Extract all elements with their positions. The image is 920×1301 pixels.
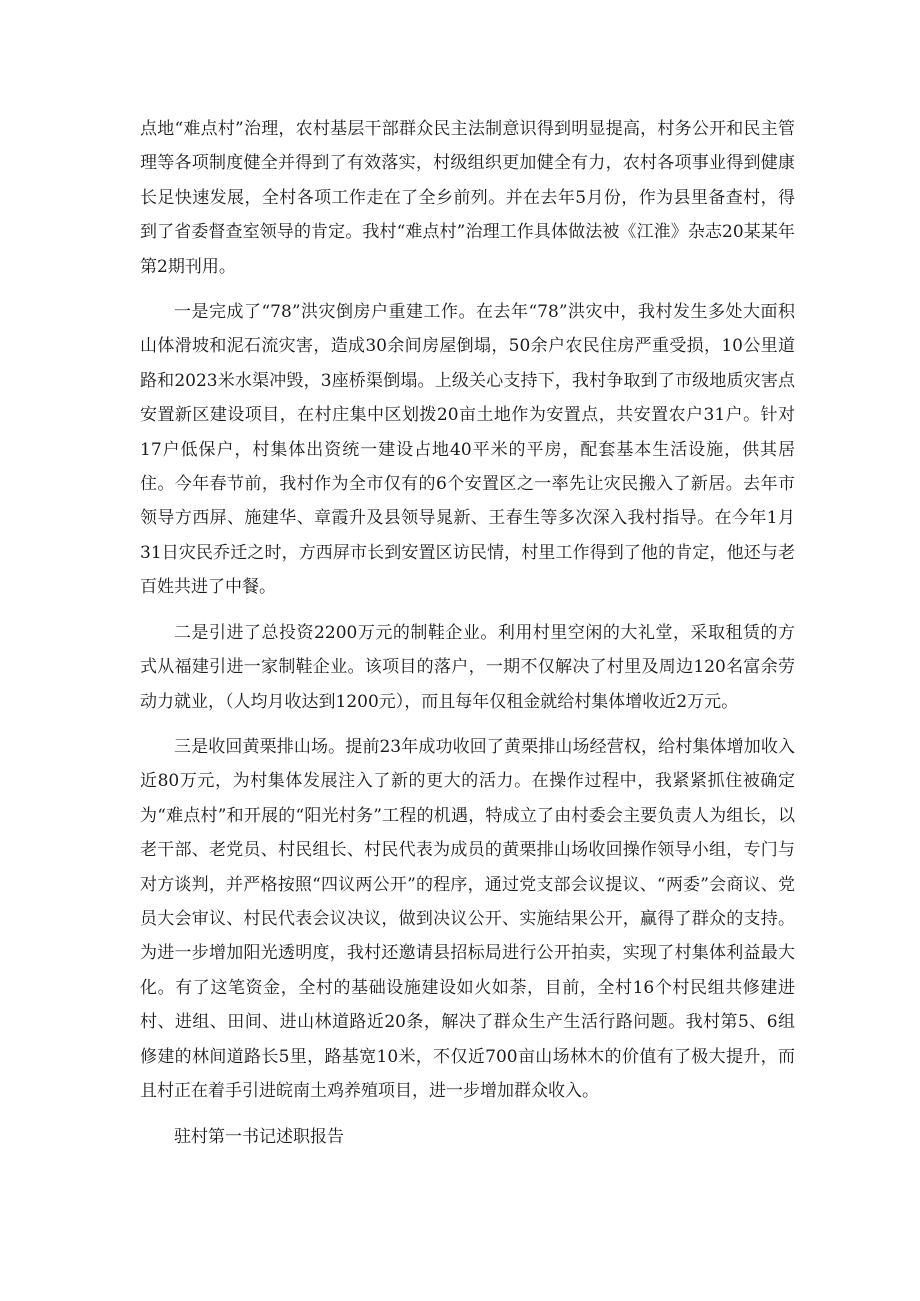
paragraph-flood-rebuild: 一是完成了“78”洪灾倒房户重建工作。在去年“78”洪灾中，我村发生多处大面积山体滑坡和泥石流灾害，造成30余间房屋倒塌，50余户农民住房严重受损，10公里道路和2023米水渠冲毁，3座桥渠倒塌。上级关心支持下，我村争取到了市级地质灾害点安置新区建设项目，在村庄集中区划拨20亩土地作为安置点，共安置农户31户。针对17户低保户，村集体出资统一建设占地40平米的平房，配套基本生活设施，供其居住。今年春节前，我村作为全市仅有的6个安置区之一率先让灾民搬入了新居。去年市领导方西屏、施建华、章霞升及县领导晁新、王春生等多次深入我村指导。在今年1月31日灾民乔迁之时，方西屏市长到安置区访民情，村里工作得到了他的肯定，他还与老百姓共进了中餐。 xyxy=(140,302,795,598)
document-body xyxy=(140,112,795,1155)
paragraph-continuation: 点地“难点村”治理，农村基层干部群众民主法制意识得到明显提高，村务公开和民主管理等各项制度健全并得到了有效落实，村级组织更加健全有力，农村各项事业得到健康长足快速发展，全村各项工作走在了全乡前列。并在去年5月份，作为县里备查村，得到了省委督查室领导的肯定。我村“难点村”治理工作具体做法被《江淮》杂志20某某年第2期刊用。 xyxy=(140,119,795,277)
document-heading-report: 驻村第一书记述职报告 xyxy=(174,1127,344,1148)
paragraph-mountain-recovery: 三是收回黄栗排山场。提前23年成功收回了黄栗排山场经营权，给村集体增加收入近80万元，为村集体发展注入了新的更大的活力。在操作过程中，我紧紧抓住被确定为“难点村”和开展的“阳光村务”工程的机遇，特成立了由村委会主要负责人为组长，以老干部、老党员、村民组长、村民代表为成员的黄栗排山场收回操作领导小组，专门与对方谈判，并严格按照“四议两公开”的程序，通过党支部会议提议、“两委”会商议、党员大会审议、村民代表会议决议，做到决议公开、实施结果公开，赢得了群众的支持。为进一步增加阳光透明度，我村还邀请县招标局进行公开拍卖，实现了村集体利益最大化。有了这笔资金，全村的基础设施建设如火如荼，目前，全村16个村民组共修建进村、进组、田间、进山林道路近20条，解决了群众生产生活行路问题。我村第5、6组修建的林间道路长5里，路基宽10米，不仅近700亩山场林木的价值有了极大提升，而且村正在着手引进皖南土鸡养殖项目，进一步增加群众收入。 xyxy=(140,736,795,1101)
paragraph-shoe-enterprise: 二是引进了总投资2200万元的制鞋企业。利用村里空闲的大礼堂，采取租赁的方式从福建引进一家制鞋企业。该项目的落户，一期不仅解决了村里及周边120名富余劳动力就业，（人均月收达到1200元），而且每年仅租金就给村集体增收近2万元。 xyxy=(140,622,795,712)
